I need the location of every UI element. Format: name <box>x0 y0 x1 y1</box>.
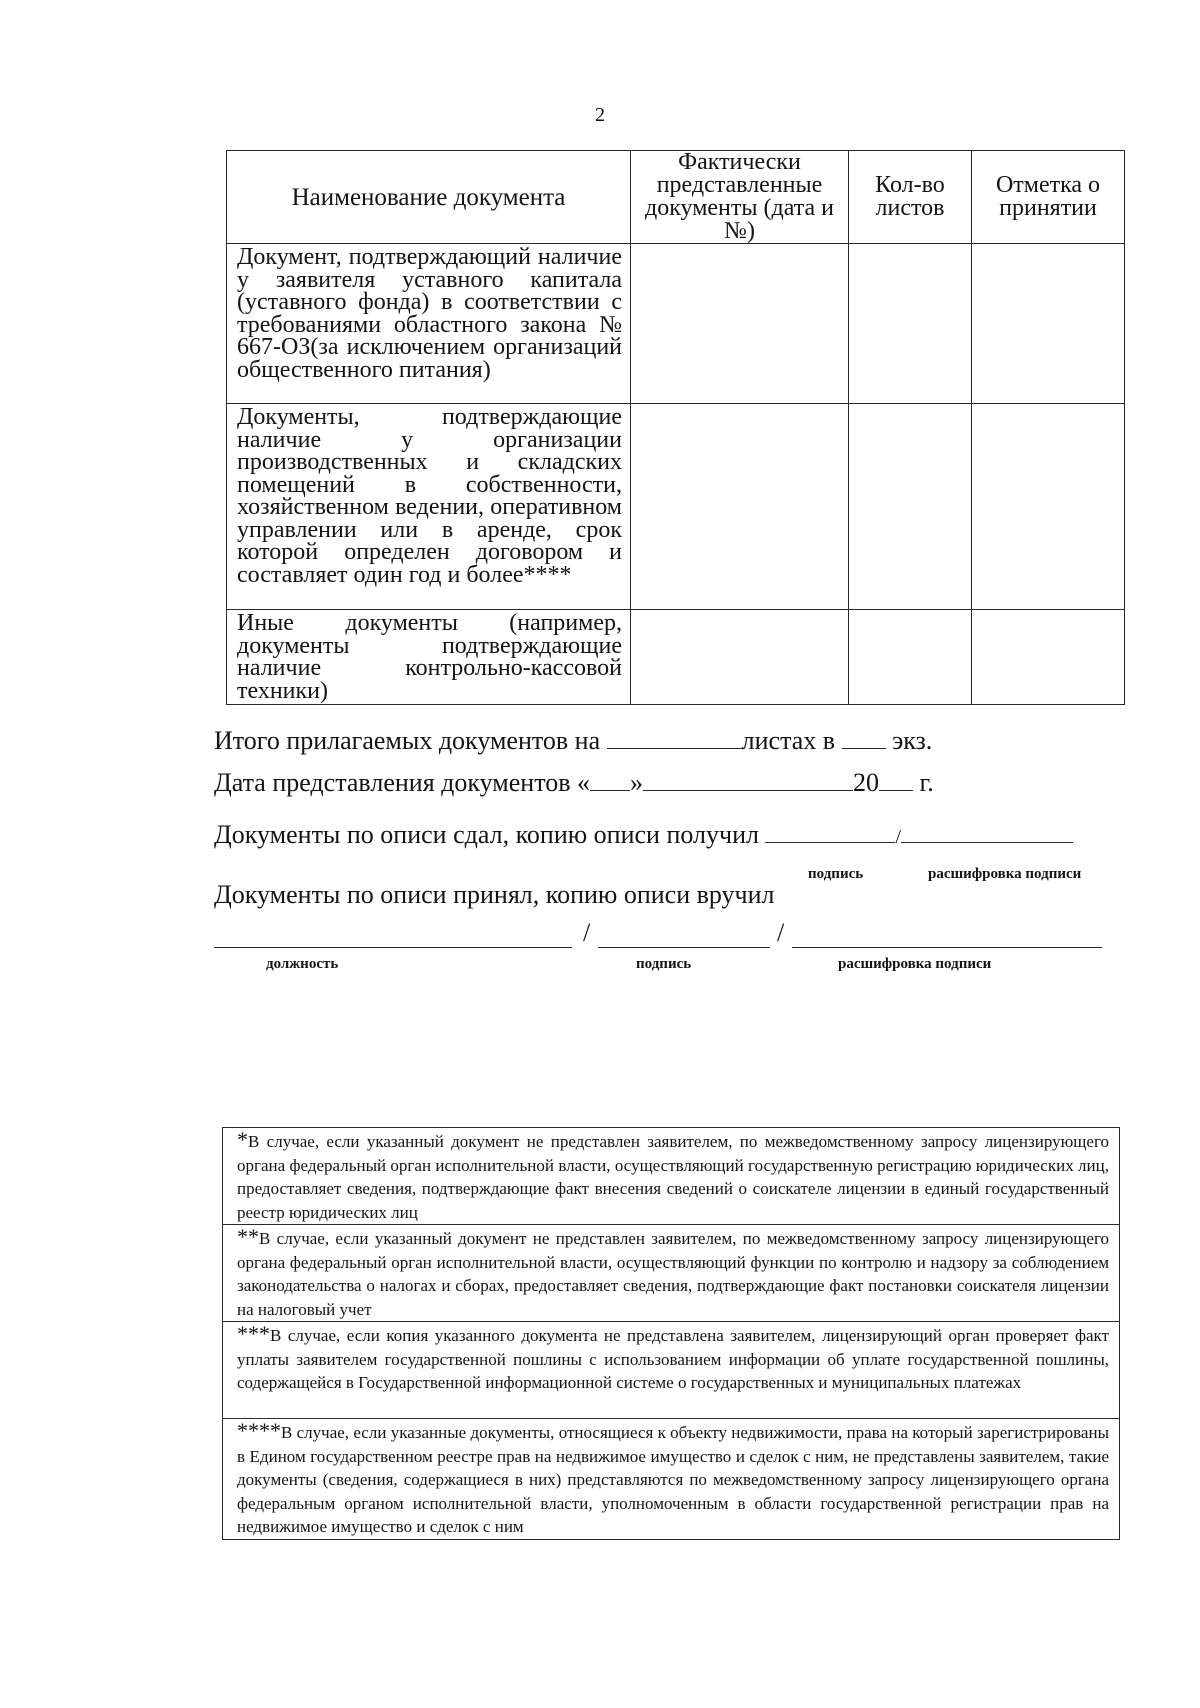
header-sheet-count: Кол-во листов <box>849 151 972 244</box>
year-field[interactable] <box>879 766 913 791</box>
total-prefix: Итого прилагаемых документов на <box>214 726 601 755</box>
row-sheets-cell[interactable] <box>849 244 972 404</box>
submitted-line <box>214 818 1073 850</box>
table-header-row <box>227 151 1125 244</box>
row-sheets-cell[interactable] <box>849 610 972 705</box>
slash: / <box>583 918 591 947</box>
footnote-text: В случае, если указанный документ не представлен заявителем, по межведомственному запросу лицензирующего органа федеральный орган исполнительной власти, осуществляющий государственную регистрацию юридических лиц, предоставляет сведения, подтверждающие факт внесения сведений о соискателе лицензии в единый государственный реестр юридических лиц <box>237 1132 1109 1222</box>
row-document-name <box>227 244 631 404</box>
footnote <box>223 1128 1119 1225</box>
row-mark-cell[interactable] <box>972 244 1125 404</box>
header-acceptance-mark: Отметка о принятии <box>972 151 1125 244</box>
day-field[interactable] <box>590 766 630 791</box>
page-number: 2 <box>595 104 605 126</box>
submitter-signature-caption: подпись <box>808 866 864 882</box>
accepted-line <box>214 880 775 910</box>
footnote <box>223 1322 1119 1419</box>
acceptor-signature-row <box>214 920 1104 948</box>
total-suffix: экз. <box>892 726 933 755</box>
year-prefix: 20 <box>853 768 880 797</box>
row-name-text: Документ, подтверждающий наличие у заявителя уставного капитала (уставного фонда) в соответствии с требованиями областного закона № 667-ОЗ(за исключением организаций общественного питания) <box>237 244 622 383</box>
acceptor-signature-field[interactable] <box>598 946 770 948</box>
row-submitted-cell[interactable] <box>631 404 849 610</box>
row-document-name <box>227 404 631 610</box>
position-caption: должность <box>266 956 339 972</box>
submitted-text: Документы по описи сдал, копию описи получил <box>214 820 759 849</box>
row-name-text: Документы, подтверждающие наличие у организации производственных и складских помещений в собственности, хозяйственном ведении, оперативном управлении или в аренде, срок которой определен договором и составляет один год и более**** <box>237 404 622 588</box>
row-mark-cell[interactable] <box>972 404 1125 610</box>
row-sheets-cell[interactable] <box>849 404 972 610</box>
row-submitted-cell[interactable] <box>631 610 849 705</box>
footnotes-box <box>222 1127 1120 1540</box>
table-row <box>227 404 1125 610</box>
date-prefix: Дата представления документов « <box>214 768 591 797</box>
copies-count-field[interactable] <box>842 724 886 749</box>
accepted-text: Документы по описи принял, копию описи вручил <box>214 880 775 909</box>
header-submitted-documents: Фактически представленные документы (дата и №) <box>631 151 849 244</box>
submitter-decoding-caption: расшифровка подписи <box>928 866 1082 882</box>
footnote-text: В случае, если указанные документы, относящиеся к объекту недвижимости, права на который зарегистрированы в Едином государственном реестре прав на недвижимое имущество и сделок с ним, не представлены заявителем, такие документы (сведения, содержащиеся в них) представляются по межведомственному запросу лицензирующего органа федеральным органом исполнительной власти, уполномоченным в области государственной регистрации прав на недвижимое имущество и сделок с ним <box>237 1423 1109 1536</box>
total-documents-line <box>214 724 932 756</box>
footnote-text: В случае, если копия указанного документа не представлена заявителем, лицензирующий орган проверяет факт уплаты заявителем государственной пошлины с использованием информации об уплате государственной пошлины, содержащейся в Государственной информационной системе о государственных и муниципальных платежах <box>237 1326 1109 1392</box>
footnote-mark: ** <box>237 1224 259 1249</box>
row-document-name <box>227 610 631 705</box>
row-name-text: Иные документы (например, документы подтверждающие наличие контрольно-кассовой техники) <box>237 610 622 704</box>
acceptor-signature-caption: подпись <box>636 956 692 972</box>
month-field[interactable] <box>643 766 853 791</box>
footnote <box>223 1419 1119 1539</box>
slash: / <box>777 918 785 947</box>
submission-date-line <box>214 766 934 798</box>
footnote-text: В случае, если указанный документ не представлен заявителем, по межведомственному запросу лицензирующего органа федеральный орган исполнительной власти, осуществляющий функции по контролю и надзору за соблюдением законодательства о налогах и сборах, предоставляет сведения, подтверждающие факт постановки соискателя лицензии на налоговый учет <box>237 1229 1109 1319</box>
acceptor-decoding-field[interactable] <box>792 946 1102 948</box>
slash: / <box>895 826 902 848</box>
submitter-decoding-field[interactable] <box>901 818 1073 843</box>
date-suffix: г. <box>919 768 934 797</box>
footnote-mark: **** <box>237 1418 281 1443</box>
row-submitted-cell[interactable] <box>631 244 849 404</box>
footnote-mark: *** <box>237 1321 270 1346</box>
footnote-mark: * <box>237 1127 248 1152</box>
footnote <box>223 1225 1119 1322</box>
date-mid: » <box>630 768 644 797</box>
sheets-count-field[interactable] <box>607 724 742 749</box>
acceptor-decoding-caption: расшифровка подписи <box>838 956 992 972</box>
total-mid: листах в <box>741 726 836 755</box>
submitter-signature-field[interactable] <box>765 818 895 843</box>
documents-table <box>226 150 1125 705</box>
header-document-name: Наименование документа <box>227 151 631 244</box>
table-row <box>227 610 1125 705</box>
table-row <box>227 244 1125 404</box>
row-mark-cell[interactable] <box>972 610 1125 705</box>
position-field[interactable] <box>214 946 572 948</box>
